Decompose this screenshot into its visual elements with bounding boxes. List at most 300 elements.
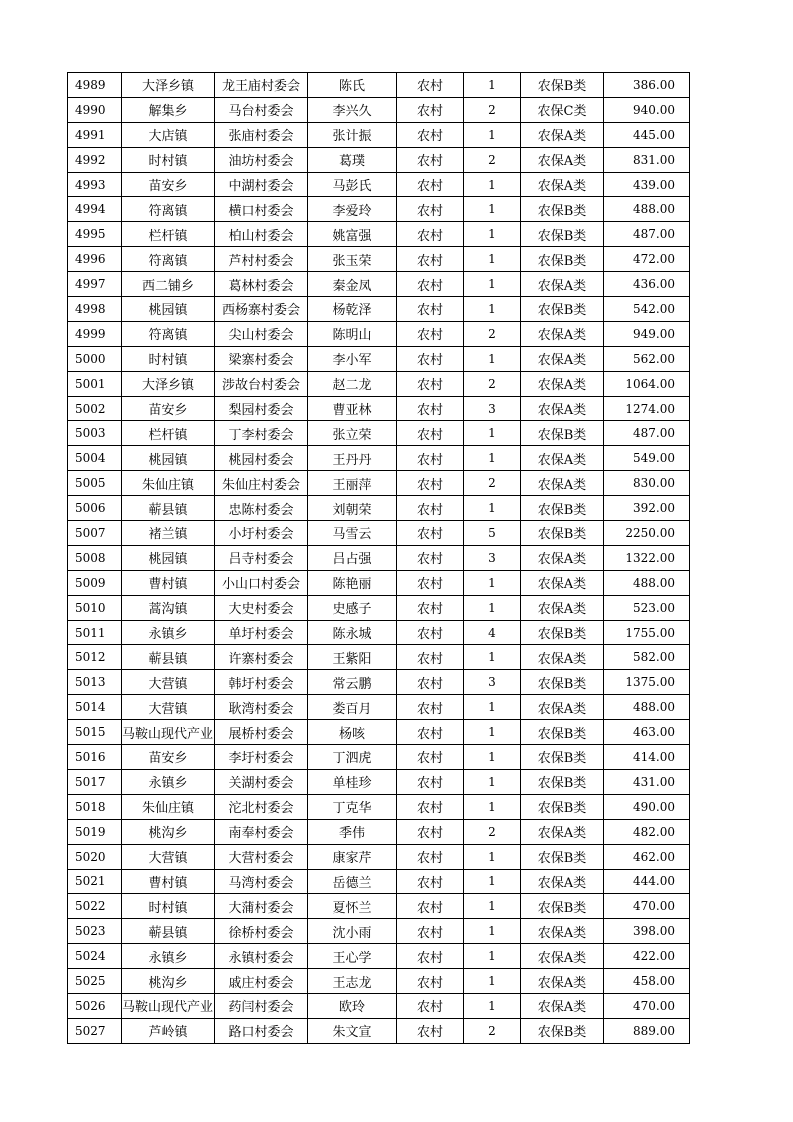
household-count-cell: 1 [464, 969, 521, 994]
person-name-cell: 张立荣 [308, 421, 397, 446]
residence-type-cell: 农村 [397, 969, 464, 994]
insurance-category-cell: 农保A类 [521, 172, 604, 197]
village-committee-cell: 戚庄村委会 [215, 969, 308, 994]
amount-cell: 949.00 [604, 321, 690, 346]
insurance-category-cell: 农保A类 [521, 122, 604, 147]
residence-type-cell: 农村 [397, 745, 464, 770]
household-count-cell: 1 [464, 496, 521, 521]
record-id-cell: 5001 [68, 371, 122, 396]
residence-type-cell: 农村 [397, 794, 464, 819]
village-committee-cell: 涉故台村委会 [215, 371, 308, 396]
township-cell: 蕲县镇 [122, 919, 215, 944]
residence-type-cell: 农村 [397, 297, 464, 322]
residence-type-cell: 农村 [397, 371, 464, 396]
person-name-cell: 陈艳丽 [308, 570, 397, 595]
amount-cell: 1274.00 [604, 396, 690, 421]
record-id-cell: 5011 [68, 620, 122, 645]
table-row [68, 496, 690, 521]
household-count-cell: 2 [464, 147, 521, 172]
household-count-cell: 2 [464, 819, 521, 844]
amount-cell: 1322.00 [604, 545, 690, 570]
household-count-cell: 5 [464, 521, 521, 546]
record-id-cell: 5002 [68, 396, 122, 421]
record-id-cell: 4996 [68, 247, 122, 272]
township-cell: 时村镇 [122, 346, 215, 371]
township-cell: 蒿沟镇 [122, 595, 215, 620]
table-row [68, 993, 690, 1018]
village-committee-cell: 展桥村委会 [215, 720, 308, 745]
residence-type-cell: 农村 [397, 321, 464, 346]
village-committee-cell: 沱北村委会 [215, 794, 308, 819]
table-row [68, 570, 690, 595]
township-cell: 永镇乡 [122, 769, 215, 794]
insurance-category-cell: 农保A类 [521, 570, 604, 595]
table-row [68, 122, 690, 147]
village-committee-cell: 小山口村委会 [215, 570, 308, 595]
insurance-category-cell: 农保A类 [521, 147, 604, 172]
insurance-category-cell: 农保B类 [521, 73, 604, 98]
township-cell: 蕲县镇 [122, 496, 215, 521]
household-count-cell: 1 [464, 595, 521, 620]
residence-type-cell: 农村 [397, 496, 464, 521]
household-count-cell: 1 [464, 73, 521, 98]
amount-cell: 482.00 [604, 819, 690, 844]
amount-cell: 422.00 [604, 944, 690, 969]
amount-cell: 487.00 [604, 421, 690, 446]
table-row [68, 147, 690, 172]
table-row [68, 446, 690, 471]
table-row [68, 969, 690, 994]
insurance-category-cell: 农保B类 [521, 521, 604, 546]
household-count-cell: 4 [464, 620, 521, 645]
village-committee-cell: 永镇村委会 [215, 944, 308, 969]
village-committee-cell: 马湾村委会 [215, 869, 308, 894]
insurance-category-cell: 农保A类 [521, 371, 604, 396]
township-cell: 曹村镇 [122, 570, 215, 595]
person-name-cell: 王心学 [308, 944, 397, 969]
person-name-cell: 陈永城 [308, 620, 397, 645]
table-row [68, 670, 690, 695]
residence-type-cell: 农村 [397, 919, 464, 944]
residence-type-cell: 农村 [397, 570, 464, 595]
township-cell: 芦岭镇 [122, 1018, 215, 1043]
household-count-cell: 1 [464, 297, 521, 322]
amount-cell: 562.00 [604, 346, 690, 371]
person-name-cell: 夏怀兰 [308, 894, 397, 919]
amount-cell: 488.00 [604, 695, 690, 720]
amount-cell: 490.00 [604, 794, 690, 819]
township-cell: 时村镇 [122, 147, 215, 172]
residence-type-cell: 农村 [397, 421, 464, 446]
person-name-cell: 葛璞 [308, 147, 397, 172]
insurance-category-cell: 农保A类 [521, 396, 604, 421]
person-name-cell: 丁克华 [308, 794, 397, 819]
amount-cell: 488.00 [604, 570, 690, 595]
amount-cell: 444.00 [604, 869, 690, 894]
residence-type-cell: 农村 [397, 769, 464, 794]
person-name-cell: 康家芹 [308, 844, 397, 869]
township-cell: 符离镇 [122, 197, 215, 222]
amount-cell: 392.00 [604, 496, 690, 521]
table-row [68, 97, 690, 122]
household-count-cell: 2 [464, 471, 521, 496]
township-cell: 大营镇 [122, 695, 215, 720]
township-cell: 栏杆镇 [122, 421, 215, 446]
village-committee-cell: 药闫村委会 [215, 993, 308, 1018]
person-name-cell: 杨乾泽 [308, 297, 397, 322]
table-row [68, 247, 690, 272]
household-count-cell: 1 [464, 844, 521, 869]
person-name-cell: 王志龙 [308, 969, 397, 994]
village-committee-cell: 南奉村委会 [215, 819, 308, 844]
person-name-cell: 李爱玲 [308, 197, 397, 222]
residence-type-cell: 农村 [397, 222, 464, 247]
person-name-cell: 丁泗虎 [308, 745, 397, 770]
household-count-cell: 1 [464, 570, 521, 595]
person-name-cell: 马雪云 [308, 521, 397, 546]
insurance-category-cell: 农保B类 [521, 620, 604, 645]
village-committee-cell: 李圩村委会 [215, 745, 308, 770]
household-count-cell: 1 [464, 869, 521, 894]
residence-type-cell: 农村 [397, 894, 464, 919]
table-row [68, 745, 690, 770]
table-row [68, 769, 690, 794]
insurance-category-cell: 农保B类 [521, 247, 604, 272]
amount-cell: 830.00 [604, 471, 690, 496]
record-id-cell: 5027 [68, 1018, 122, 1043]
record-id-cell: 4998 [68, 297, 122, 322]
village-committee-cell: 柏山村委会 [215, 222, 308, 247]
insurance-category-cell: 农保B类 [521, 670, 604, 695]
village-committee-cell: 西杨寨村委会 [215, 297, 308, 322]
person-name-cell: 刘朝荣 [308, 496, 397, 521]
insurance-category-cell: 农保A类 [521, 471, 604, 496]
insurance-category-cell: 农保A类 [521, 346, 604, 371]
household-count-cell: 3 [464, 670, 521, 695]
household-count-cell: 2 [464, 321, 521, 346]
residence-type-cell: 农村 [397, 695, 464, 720]
record-id-cell: 5008 [68, 545, 122, 570]
table-row [68, 73, 690, 98]
amount-cell: 431.00 [604, 769, 690, 794]
village-committee-cell: 葛林村委会 [215, 272, 308, 297]
household-count-cell: 2 [464, 97, 521, 122]
insurance-category-cell: 农保B类 [521, 794, 604, 819]
township-cell: 蕲县镇 [122, 645, 215, 670]
insurance-category-cell: 农保B类 [521, 844, 604, 869]
village-committee-cell: 芦村村委会 [215, 247, 308, 272]
residence-type-cell: 农村 [397, 197, 464, 222]
township-cell: 苗安乡 [122, 745, 215, 770]
insurance-category-cell: 农保A类 [521, 321, 604, 346]
household-count-cell: 1 [464, 894, 521, 919]
village-committee-cell: 朱仙庄村委会 [215, 471, 308, 496]
table-row [68, 919, 690, 944]
township-cell: 大泽乡镇 [122, 73, 215, 98]
village-committee-cell: 桃园村委会 [215, 446, 308, 471]
person-name-cell: 王丹丹 [308, 446, 397, 471]
table-row [68, 471, 690, 496]
table-row [68, 396, 690, 421]
person-name-cell: 赵二龙 [308, 371, 397, 396]
record-id-cell: 5024 [68, 944, 122, 969]
record-id-cell: 4999 [68, 321, 122, 346]
village-committee-cell: 大蒲村委会 [215, 894, 308, 919]
residence-type-cell: 农村 [397, 645, 464, 670]
person-name-cell: 李小军 [308, 346, 397, 371]
insurance-category-cell: 农保A类 [521, 272, 604, 297]
household-count-cell: 1 [464, 695, 521, 720]
record-id-cell: 5012 [68, 645, 122, 670]
amount-cell: 398.00 [604, 919, 690, 944]
amount-cell: 582.00 [604, 645, 690, 670]
person-name-cell: 曹亚林 [308, 396, 397, 421]
township-cell: 西二铺乡 [122, 272, 215, 297]
insurance-category-cell: 农保B类 [521, 297, 604, 322]
table-row [68, 645, 690, 670]
person-name-cell: 李兴久 [308, 97, 397, 122]
insurance-category-cell: 农保A类 [521, 919, 604, 944]
record-id-cell: 5007 [68, 521, 122, 546]
table-row [68, 844, 690, 869]
person-name-cell: 岳德兰 [308, 869, 397, 894]
township-cell: 永镇乡 [122, 620, 215, 645]
record-id-cell: 5006 [68, 496, 122, 521]
table-row [68, 819, 690, 844]
amount-cell: 889.00 [604, 1018, 690, 1043]
table-row [68, 794, 690, 819]
record-id-cell: 5026 [68, 993, 122, 1018]
township-cell: 桃园镇 [122, 446, 215, 471]
record-id-cell: 4992 [68, 147, 122, 172]
township-cell: 大营镇 [122, 670, 215, 695]
household-count-cell: 1 [464, 769, 521, 794]
table-row [68, 272, 690, 297]
township-cell: 符离镇 [122, 247, 215, 272]
village-committee-cell: 徐桥村委会 [215, 919, 308, 944]
insurance-category-cell: 农保B类 [521, 894, 604, 919]
village-committee-cell: 许寨村委会 [215, 645, 308, 670]
household-count-cell: 2 [464, 371, 521, 396]
table-row [68, 421, 690, 446]
insurance-category-cell: 农保B类 [521, 1018, 604, 1043]
insurance-category-cell: 农保A类 [521, 645, 604, 670]
record-id-cell: 5025 [68, 969, 122, 994]
village-committee-cell: 张庙村委会 [215, 122, 308, 147]
table-row [68, 1018, 690, 1043]
record-id-cell: 5005 [68, 471, 122, 496]
township-cell: 桃园镇 [122, 545, 215, 570]
village-committee-cell: 小圩村委会 [215, 521, 308, 546]
record-id-cell: 5016 [68, 745, 122, 770]
household-count-cell: 1 [464, 446, 521, 471]
record-id-cell: 5010 [68, 595, 122, 620]
household-count-cell: 1 [464, 346, 521, 371]
residence-type-cell: 农村 [397, 993, 464, 1018]
residence-type-cell: 农村 [397, 172, 464, 197]
record-id-cell: 5021 [68, 869, 122, 894]
person-name-cell: 史感子 [308, 595, 397, 620]
amount-cell: 445.00 [604, 122, 690, 147]
table-row [68, 545, 690, 570]
household-count-cell: 1 [464, 645, 521, 670]
residence-type-cell: 农村 [397, 670, 464, 695]
household-count-cell: 1 [464, 794, 521, 819]
household-count-cell: 3 [464, 545, 521, 570]
village-committee-cell: 忠陈村委会 [215, 496, 308, 521]
household-count-cell: 1 [464, 247, 521, 272]
village-committee-cell: 单圩村委会 [215, 620, 308, 645]
village-committee-cell: 中湖村委会 [215, 172, 308, 197]
person-name-cell: 王紫阳 [308, 645, 397, 670]
insurance-category-cell: 农保B类 [521, 496, 604, 521]
village-committee-cell: 耿湾村委会 [215, 695, 308, 720]
township-cell: 解集乡 [122, 97, 215, 122]
insurance-category-cell: 农保B类 [521, 720, 604, 745]
amount-cell: 439.00 [604, 172, 690, 197]
record-id-cell: 5009 [68, 570, 122, 595]
person-name-cell: 朱文宣 [308, 1018, 397, 1043]
insurance-category-cell: 农保A类 [521, 944, 604, 969]
person-name-cell: 欧玲 [308, 993, 397, 1018]
residence-type-cell: 农村 [397, 247, 464, 272]
village-committee-cell: 丁李村委会 [215, 421, 308, 446]
residence-type-cell: 农村 [397, 122, 464, 147]
table-row [68, 222, 690, 247]
person-name-cell: 王丽萍 [308, 471, 397, 496]
table-row [68, 297, 690, 322]
township-cell: 桃沟乡 [122, 969, 215, 994]
township-cell: 大泽乡镇 [122, 371, 215, 396]
record-id-cell: 5014 [68, 695, 122, 720]
household-count-cell: 1 [464, 122, 521, 147]
record-id-cell: 4994 [68, 197, 122, 222]
record-id-cell: 5017 [68, 769, 122, 794]
township-cell: 马鞍山现代产业 [122, 993, 215, 1018]
insurance-category-cell: 农保A类 [521, 595, 604, 620]
record-id-cell: 5019 [68, 819, 122, 844]
township-cell: 桃园镇 [122, 297, 215, 322]
person-name-cell: 杨咳 [308, 720, 397, 745]
person-name-cell: 季伟 [308, 819, 397, 844]
residence-type-cell: 农村 [397, 1018, 464, 1043]
insurance-category-cell: 农保C类 [521, 97, 604, 122]
insurance-category-cell: 农保B类 [521, 222, 604, 247]
household-count-cell: 3 [464, 396, 521, 421]
household-count-cell: 1 [464, 421, 521, 446]
amount-cell: 462.00 [604, 844, 690, 869]
amount-cell: 487.00 [604, 222, 690, 247]
record-id-cell: 5015 [68, 720, 122, 745]
record-id-cell: 4990 [68, 97, 122, 122]
village-committee-cell: 龙王庙村委会 [215, 73, 308, 98]
person-name-cell: 姚富强 [308, 222, 397, 247]
township-cell: 马鞍山现代产业 [122, 720, 215, 745]
amount-cell: 2250.00 [604, 521, 690, 546]
insurance-category-cell: 农保A类 [521, 969, 604, 994]
person-name-cell: 秦金凤 [308, 272, 397, 297]
township-cell: 大店镇 [122, 122, 215, 147]
amount-cell: 940.00 [604, 97, 690, 122]
township-cell: 大营镇 [122, 844, 215, 869]
record-id-cell: 4989 [68, 73, 122, 98]
residence-type-cell: 农村 [397, 521, 464, 546]
table-row [68, 521, 690, 546]
insurance-category-cell: 农保A类 [521, 819, 604, 844]
village-committee-cell: 大史村委会 [215, 595, 308, 620]
township-cell: 苗安乡 [122, 172, 215, 197]
table-row [68, 695, 690, 720]
amount-cell: 488.00 [604, 197, 690, 222]
residence-type-cell: 农村 [397, 97, 464, 122]
residence-type-cell: 农村 [397, 272, 464, 297]
amount-cell: 458.00 [604, 969, 690, 994]
residence-type-cell: 农村 [397, 471, 464, 496]
table-row [68, 720, 690, 745]
beneficiary-table [67, 72, 690, 1044]
residence-type-cell: 农村 [397, 545, 464, 570]
insurance-category-cell: 农保A类 [521, 993, 604, 1018]
household-count-cell: 1 [464, 993, 521, 1018]
residence-type-cell: 农村 [397, 595, 464, 620]
person-name-cell: 沈小雨 [308, 919, 397, 944]
township-cell: 符离镇 [122, 321, 215, 346]
household-count-cell: 1 [464, 222, 521, 247]
person-name-cell: 张计振 [308, 122, 397, 147]
township-cell: 曹村镇 [122, 869, 215, 894]
township-cell: 朱仙庄镇 [122, 794, 215, 819]
residence-type-cell: 农村 [397, 346, 464, 371]
amount-cell: 414.00 [604, 745, 690, 770]
table-row [68, 346, 690, 371]
record-id-cell: 5020 [68, 844, 122, 869]
person-name-cell: 单桂珍 [308, 769, 397, 794]
record-id-cell: 5023 [68, 919, 122, 944]
township-cell: 时村镇 [122, 894, 215, 919]
record-id-cell: 5018 [68, 794, 122, 819]
amount-cell: 463.00 [604, 720, 690, 745]
amount-cell: 472.00 [604, 247, 690, 272]
table-row [68, 371, 690, 396]
insurance-category-cell: 农保B类 [521, 421, 604, 446]
insurance-category-cell: 农保B类 [521, 769, 604, 794]
table-row [68, 620, 690, 645]
household-count-cell: 1 [464, 745, 521, 770]
residence-type-cell: 农村 [397, 620, 464, 645]
residence-type-cell: 农村 [397, 869, 464, 894]
insurance-category-cell: 农保B类 [521, 197, 604, 222]
residence-type-cell: 农村 [397, 446, 464, 471]
residence-type-cell: 农村 [397, 73, 464, 98]
village-committee-cell: 吕寺村委会 [215, 545, 308, 570]
residence-type-cell: 农村 [397, 147, 464, 172]
household-count-cell: 1 [464, 720, 521, 745]
person-name-cell: 娄百月 [308, 695, 397, 720]
person-name-cell: 陈明山 [308, 321, 397, 346]
record-id-cell: 5000 [68, 346, 122, 371]
record-id-cell: 4993 [68, 172, 122, 197]
person-name-cell: 张玉荣 [308, 247, 397, 272]
village-committee-cell: 尖山村委会 [215, 321, 308, 346]
village-committee-cell: 马台村委会 [215, 97, 308, 122]
person-name-cell: 吕占强 [308, 545, 397, 570]
residence-type-cell: 农村 [397, 396, 464, 421]
table-row [68, 944, 690, 969]
amount-cell: 542.00 [604, 297, 690, 322]
insurance-category-cell: 农保A类 [521, 869, 604, 894]
residence-type-cell: 农村 [397, 720, 464, 745]
amount-cell: 470.00 [604, 894, 690, 919]
